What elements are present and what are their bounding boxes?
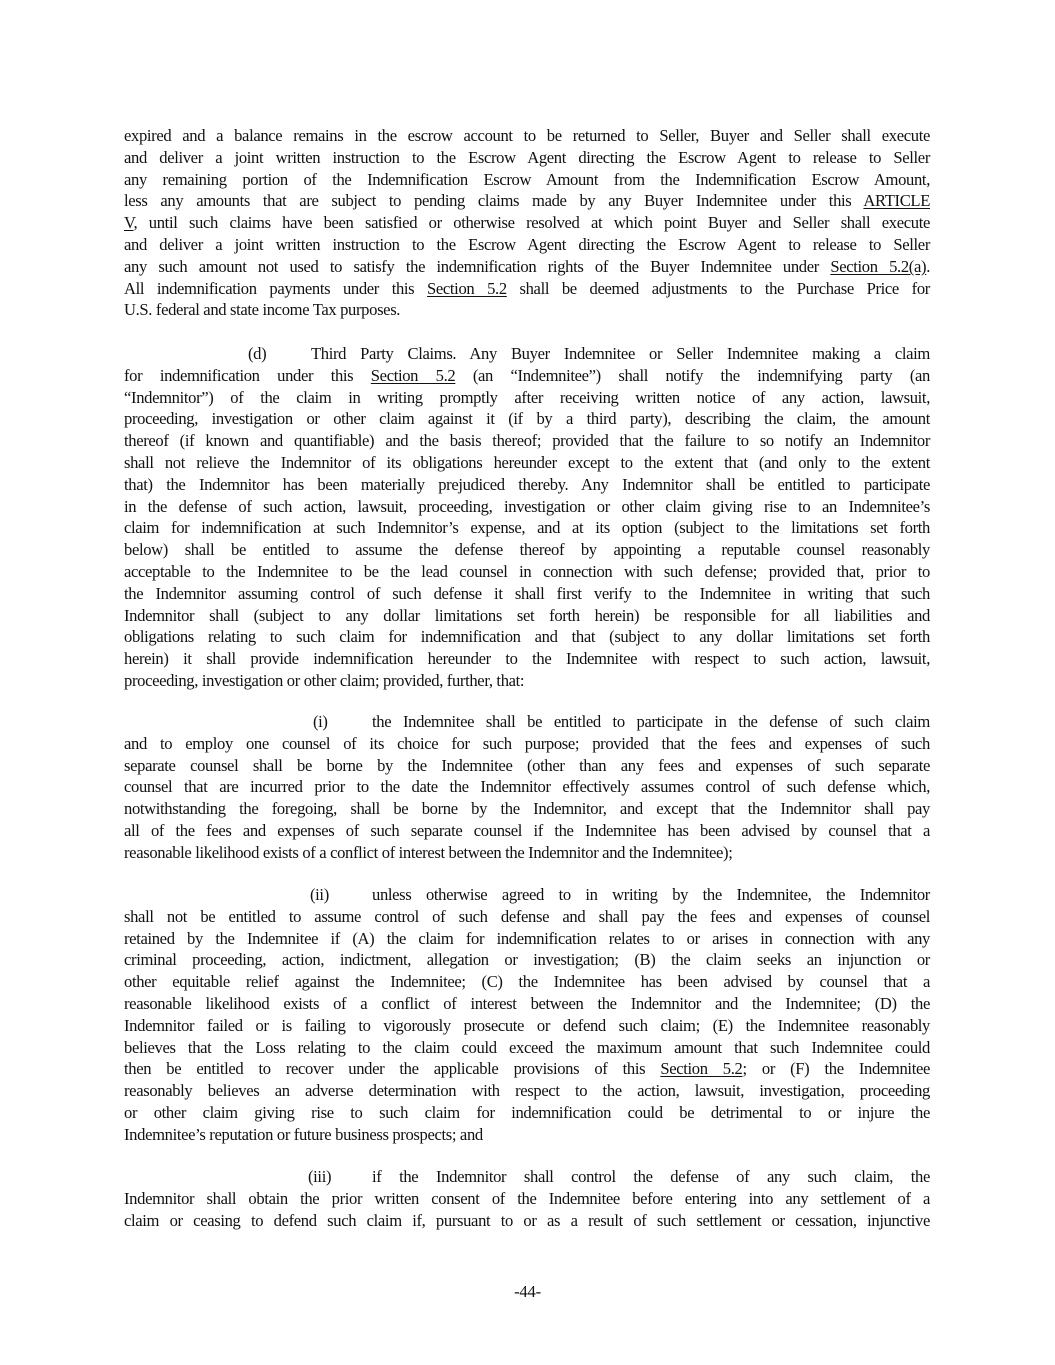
text-line: proceeding, investigation or other claim; provided, further, that: xyxy=(124,670,525,690)
paragraph-clause-iii xyxy=(124,1166,930,1231)
text-line: less any amounts that are subject to pending claims made by any Buyer Indemnitee under this ARTICLE xyxy=(124,191,930,211)
text-line: acceptable to the Indemnitee to be the lead counsel in connection with such defense; provided that, prior to xyxy=(124,561,930,581)
paragraph-d-third-party-claims xyxy=(124,343,930,692)
text-line: separate counsel shall be borne by the Indemnitee (other than any fees and expenses of such separate xyxy=(124,755,930,775)
clause-marker: (i) xyxy=(313,712,328,731)
page-number: -44- xyxy=(514,1282,541,1301)
clause-marker: (iii) xyxy=(308,1167,332,1186)
text-line: the Indemnitor assuming control of such defense it shall first verify to the Indemnitee in writing that such xyxy=(124,583,930,603)
text-line: U.S. federal and state income Tax purposes. xyxy=(124,300,401,320)
text-line: shall not relieve the Indemnitor of its obligations hereunder except to the extent that (and only to the extent xyxy=(124,452,930,472)
text-line: notwithstanding the foregoing, shall be borne by the Indemnitor, and except that the Indemnitor shall pay xyxy=(124,799,930,819)
text-line: obligations relating to such claim for indemnification and that (subject to any dollar limitations set forth xyxy=(124,627,930,647)
paragraph-clause-ii xyxy=(124,884,930,1146)
text-line: proceeding, investigation or other claim against it (if by a third party), describing the claim, the amount xyxy=(124,409,930,429)
text-line: claim for indemnification at such Indemnitor’s expense, and at its option (subject to the limitations set forth xyxy=(124,518,930,538)
text-line: (d) Third Party Claims. Any Buyer Indemnitee or Seller Indemnitee making a claim xyxy=(248,344,930,363)
text-line: (i) the Indemnitee shall be entitled to participate in the defense of such claim xyxy=(313,712,930,731)
text-line: All indemnification payments under this Section 5.2 shall be deemed adjustments to the Purchase Price for xyxy=(124,278,930,298)
text-line: in the defense of such action, lawsuit, proceeding, investigation or other claim giving rise to an Indemnitee’s xyxy=(124,496,930,516)
text-line: then be entitled to recover under the applicable provisions of this Section 5.2; or (F) the Indemnitee xyxy=(124,1059,930,1079)
text-line: thereof (if known and quantifiable) and the basis thereof; provided that the failure to so notify an Indemnitor xyxy=(124,431,930,451)
text-line: and to employ one counsel of its choice for such purpose; provided that the fees and expenses of such xyxy=(124,733,930,753)
text-line: reasonable likelihood exists of a conflict of interest between the Indemnitor and the Indemnitee; (D) the xyxy=(124,993,930,1013)
text-line: any such amount not used to satisfy the indemnification rights of the Buyer Indemnitee under Section 5.2(a). xyxy=(124,256,930,276)
cross-reference-link: ARTICLE xyxy=(863,191,930,211)
text-line: and deliver a joint written instruction to the Escrow Agent directing the Escrow Agent to release to Seller xyxy=(124,147,930,167)
text-line: other equitable relief against the Indemnitee; (C) the Indemnitee has been advised by counsel that a xyxy=(124,972,930,992)
text-line: Indemnitor failed or is failing to vigorously prosecute or defend such claim; (E) the Indemnitee reasonably xyxy=(124,1015,930,1035)
text-line: or other claim giving rise to such claim for indemnification could be detrimental to or injure the xyxy=(124,1102,930,1122)
cross-reference-link: Section 5.2 xyxy=(660,1059,743,1079)
text-line: Indemnitee’s reputation or future business prospects; and xyxy=(124,1124,483,1144)
text-line: for indemnification under this Section 5.2 (an “Indemnitee”) shall notify the indemnifying party (an xyxy=(124,365,930,385)
text-line: all of the fees and expenses of such separate counsel if the Indemnitee has been advised by counsel that a xyxy=(124,820,930,840)
text-line: (ii) unless otherwise agreed to in writing by the Indemnitee, the Indemnitor xyxy=(310,885,930,904)
text-line: and deliver a joint written instruction to the Escrow Agent directing the Escrow Agent to release to Seller xyxy=(124,234,930,254)
text-line: any remaining portion of the Indemnification Escrow Amount from the Indemnification Escrow Amount, xyxy=(124,169,930,189)
clause-marker: (d) xyxy=(248,344,267,363)
cross-reference-link: Section 5.2(a) xyxy=(830,256,927,276)
text-line: “Indemnitor”) of the claim in writing promptly after receiving written notice of any action, lawsuit, xyxy=(124,387,930,407)
cross-reference-link: V xyxy=(124,213,134,233)
paragraph-clause-i xyxy=(124,711,930,864)
cross-reference-link: Section 5.2 xyxy=(370,365,456,385)
paragraph-escrow-continuation xyxy=(124,125,930,321)
text-line: (iii) if the Indemnitor shall control the defense of any such claim, the xyxy=(308,1167,930,1186)
text-line: below) shall be entitled to assume the defense thereof by appointing a reputable counsel reasonably xyxy=(124,540,930,560)
cross-reference-link: Section 5.2 xyxy=(427,278,507,298)
clause-marker: (ii) xyxy=(310,885,329,904)
text-line: reasonable likelihood exists of a conflict of interest between the Indemnitor and the Indemnitee); xyxy=(124,842,733,862)
text-line: retained by the Indemnitee if (A) the claim for indemnification relates to or arises in connection with any xyxy=(124,928,930,948)
text-line: Indemnitor shall (subject to any dollar limitations set forth herein) be responsible for all liabilities and xyxy=(124,605,930,625)
text-line: counsel that are incurred prior to the date the Indemnitor effectively assumes control of such defense which, xyxy=(124,777,930,797)
text-line: claim or ceasing to defend such claim if, pursuant to or as a result of such settlement or cessation, injunctive xyxy=(124,1210,930,1230)
text-line: expired and a balance remains in the escrow account to be returned to Seller, Buyer and Seller shall execute xyxy=(124,126,930,145)
text-line: shall not be entitled to assume control of such defense and shall pay the fees and expenses of counsel xyxy=(124,906,930,926)
text-line: herein) it shall provide indemnification hereunder to the Indemnitee with respect to such action, lawsuit, xyxy=(124,649,930,669)
text-line: that) the Indemnitor has been materially prejudiced thereby. Any Indemnitor shall be entitled to participate xyxy=(124,474,930,494)
text-line: V, until such claims have been satisfied or otherwise resolved at which point Buyer and Seller shall execute xyxy=(124,213,930,233)
text-line: reasonably believes an adverse determination with respect to the action, lawsuit, investigation, proceeding xyxy=(124,1081,930,1101)
text-line: Indemnitor shall obtain the prior written consent of the Indemnitee before entering into any settlement of a xyxy=(124,1188,930,1208)
text-line: believes that the Loss relating to the claim could exceed the maximum amount that such Indemnitee could xyxy=(124,1037,930,1057)
text-line: criminal proceeding, action, indictment, allegation or investigation; (B) the claim seeks an injunction or xyxy=(124,950,930,970)
